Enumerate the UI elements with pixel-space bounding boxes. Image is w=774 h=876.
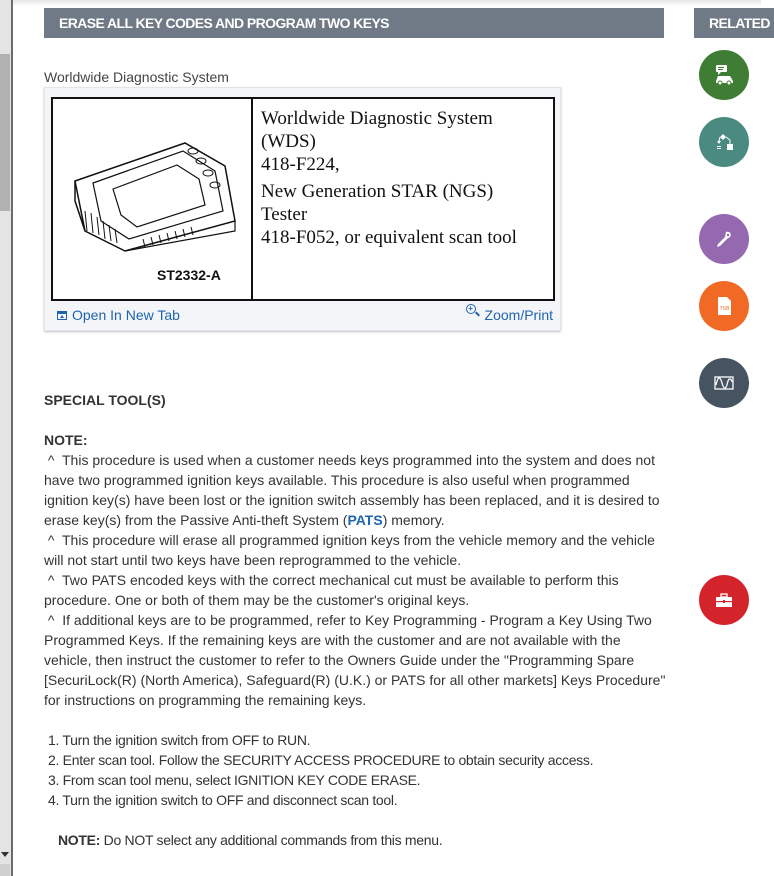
section-title: ERASE ALL KEY CODES AND PROGRAM TWO KEYS xyxy=(44,8,664,38)
note-heading: NOTE: xyxy=(44,432,88,448)
note-item: ^ If additional keys are to be programmed, refer to Key Programming - Program a Key Using Two Programmed Keys. If the remaining keys are with the customer and are not available with the vehicle, then instruct the customer to refer to the Owners Guide under the "Programming Spare [SecuriLock(R) (North America), Safeguard(R) (U.K.) or PATS for all other markets] Keys Procedure" for instructions on programming the remaining keys. xyxy=(44,612,666,708)
scroll-down-arrow-icon[interactable] xyxy=(1,852,9,857)
scrollbar[interactable] xyxy=(0,0,13,876)
special-tools-heading: SPECIAL TOOL(S) xyxy=(44,392,166,408)
related-toolbox-button[interactable] xyxy=(699,575,749,625)
scan-tool-illustration xyxy=(65,121,245,251)
caret-bullet: ^ xyxy=(47,452,55,468)
caret-bullet: ^ xyxy=(47,572,55,588)
vehicle-message-icon xyxy=(711,62,737,88)
tool-line: New Generation STAR (NGS) xyxy=(261,181,494,202)
zoom-in-icon: + xyxy=(466,304,480,318)
step-item: 4. Turn the ignition switch to OFF and disconnect scan tool. xyxy=(48,792,398,808)
procedure-steps xyxy=(44,730,666,810)
note-item: ^ This procedure is used when a customer needs keys programmed into the system and does not have two programmed ignition keys available. This procedure is also useful when programmed ignition key(s) have been lost or the ignition switch assembly has been replaced, and it is desired to erase key(s) from the Passive Anti-theft System (PATS) memory. xyxy=(44,452,660,528)
workflow-icon xyxy=(711,129,737,155)
connector-icon xyxy=(711,226,737,252)
figure-image xyxy=(51,97,555,301)
related-waveform-button[interactable] xyxy=(699,358,749,408)
final-note-text: Do NOT select any additional commands from this menu. xyxy=(100,832,443,848)
tool-line: (WDS) xyxy=(261,131,316,152)
waveform-icon xyxy=(711,370,737,396)
step-item: 3. From scan tool menu, select IGNITION KEY CODE ERASE. xyxy=(48,772,421,788)
pats-link[interactable]: PATS xyxy=(347,512,383,528)
note-item: ^ This procedure will erase all programmed ignition keys from the vehicle memory and the vehicle will not start until two keys have been reprogrammed to the vehicle. xyxy=(44,532,655,568)
open-in-new-tab-link[interactable] xyxy=(57,307,180,323)
procedure-content xyxy=(44,390,666,850)
figure-caption: Worldwide Diagnostic System xyxy=(44,69,229,85)
step-item: 1. Turn the ignition switch from OFF to RUN. xyxy=(48,732,311,748)
toolbox-icon xyxy=(711,587,737,613)
top-shadow xyxy=(13,0,761,6)
figure-divider xyxy=(251,99,253,299)
related-tsb-button[interactable] xyxy=(699,281,749,331)
scrollbar-thumb[interactable] xyxy=(0,54,10,211)
open-in-new-tab-label: Open In New Tab xyxy=(72,307,180,323)
zoom-print-link[interactable] xyxy=(466,304,553,323)
tool-line: 418-F224, xyxy=(261,154,340,175)
tsb-label: TSB xyxy=(719,306,730,312)
final-note xyxy=(44,830,666,850)
scrollbar-track-end xyxy=(0,864,10,876)
caret-bullet: ^ xyxy=(47,532,55,548)
figure-actions xyxy=(45,304,560,328)
figure-container xyxy=(44,87,561,331)
step-item: 2. Enter scan tool. Follow the SECURITY ACCESS PROCEDURE to obtain security access. xyxy=(48,752,594,768)
final-note-label: NOTE: xyxy=(58,832,101,848)
note-item: ^ Two PATS encoded keys with the correct mechanical cut must be available to perform this procedure. One or both of them may be the customer's original keys. xyxy=(44,572,619,608)
tool-line: Worldwide Diagnostic System xyxy=(261,108,493,129)
tool-line: 418-F052, or equivalent scan tool xyxy=(261,227,517,248)
related-vehicle-message-button[interactable] xyxy=(699,50,749,100)
caret-bullet: ^ xyxy=(47,612,55,628)
figure-code: ST2332-A xyxy=(157,267,221,283)
tool-line: Tester xyxy=(261,204,308,225)
related-workflow-button[interactable] xyxy=(699,117,749,167)
related-panel-title: RELATED xyxy=(694,8,774,38)
tsb-document-icon xyxy=(711,293,737,319)
open-new-tab-icon xyxy=(57,311,67,320)
tool-description xyxy=(261,107,517,249)
zoom-print-label: Zoom/Print xyxy=(484,307,553,323)
related-connector-button[interactable] xyxy=(699,214,749,264)
